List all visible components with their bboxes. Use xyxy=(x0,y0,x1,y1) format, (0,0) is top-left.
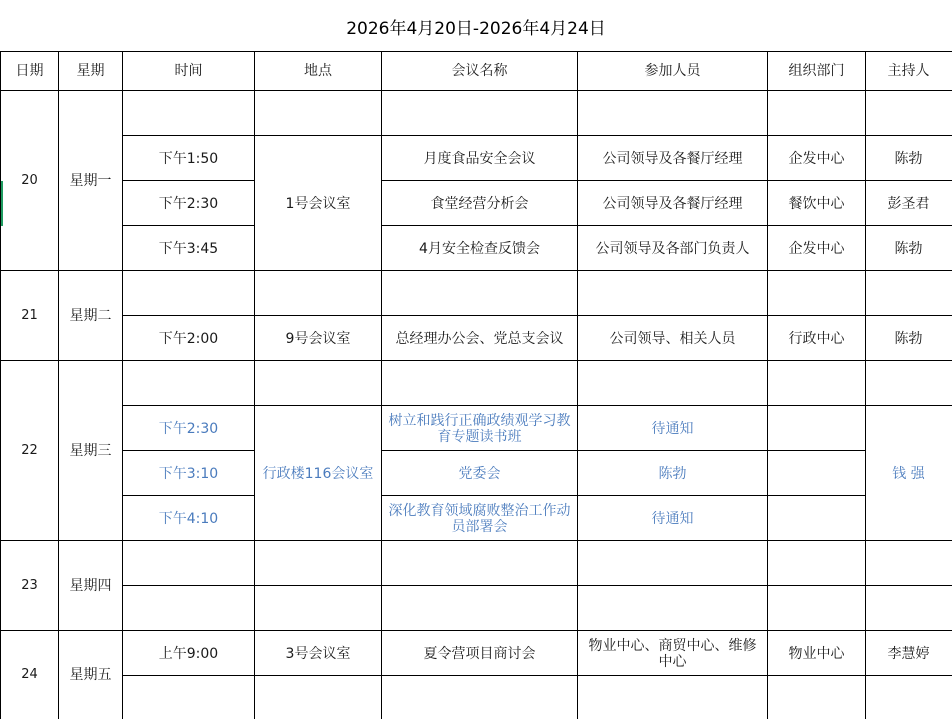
meeting-name-cell: 夏令营项目商讨会 xyxy=(423,645,536,662)
header-host: 主持人 xyxy=(887,63,930,79)
time-cell: 下午4:10 xyxy=(158,510,219,527)
date-cell: 24 xyxy=(21,667,38,682)
attendees-cell: 待通知 xyxy=(651,510,694,527)
location-cell: 3号会议室 xyxy=(285,645,351,662)
time-cell: 下午3:10 xyxy=(158,465,219,482)
header-meeting-name: 会议名称 xyxy=(451,63,508,79)
header-date: 日期 xyxy=(15,63,44,79)
meeting-name-cell: 4月安全检查反馈会 xyxy=(419,240,540,257)
meeting-name-cell: 食堂经营分析会 xyxy=(430,195,529,212)
header-department: 组织部门 xyxy=(788,63,845,79)
time-cell: 下午2:00 xyxy=(158,330,219,347)
meeting-name-cell: 月度食品安全会议 xyxy=(423,150,536,167)
meeting-name-cell: 树立和践行正确政绩观学习教育专题读书班 xyxy=(388,412,571,445)
time-cell: 下午2:30 xyxy=(158,420,219,437)
host-cell: 李慧婷 xyxy=(887,645,930,662)
time-cell: 下午3:45 xyxy=(158,240,219,257)
header-location: 地点 xyxy=(304,63,332,79)
header-weekday: 星期 xyxy=(76,63,105,79)
department-cell: 物业中心 xyxy=(788,645,845,662)
host-cell: 彭圣君 xyxy=(887,195,930,212)
department-cell: 行政中心 xyxy=(788,330,845,347)
attendees-cell: 公司领导及各餐厅经理 xyxy=(602,195,743,212)
department-cell: 企发中心 xyxy=(788,240,845,257)
weekday-cell: 星期一 xyxy=(69,173,112,189)
time-cell: 上午9:00 xyxy=(158,645,219,662)
attendees-cell: 待通知 xyxy=(651,420,694,437)
location-cell: 行政楼116会议室 xyxy=(262,465,374,482)
date-cell: 21 xyxy=(21,308,38,323)
header-time: 时间 xyxy=(174,63,203,79)
attendees-cell: 陈勃 xyxy=(658,465,687,482)
department-cell: 餐饮中心 xyxy=(788,195,845,212)
weekday-cell: 星期五 xyxy=(69,667,112,683)
attendees-cell: 公司领导及各餐厅经理 xyxy=(602,150,743,167)
host-cell: 钱 强 xyxy=(892,465,925,482)
department-cell: 企发中心 xyxy=(788,150,845,167)
host-cell: 陈勃 xyxy=(894,150,923,167)
date-cell: 20 xyxy=(21,173,38,188)
host-cell: 陈勃 xyxy=(894,240,923,257)
date-cell: 23 xyxy=(21,578,38,593)
location-cell: 9号会议室 xyxy=(285,330,351,347)
weekday-cell: 星期四 xyxy=(69,578,112,594)
time-cell: 下午1:50 xyxy=(158,150,219,167)
attendees-cell: 物业中心、商贸中心、维修中心 xyxy=(588,637,757,670)
date-cell: 22 xyxy=(21,443,38,458)
grid-line xyxy=(122,585,952,586)
schedule-title: 2026年4月20日-2026年4月24日 xyxy=(346,18,606,39)
host-cell: 陈勃 xyxy=(894,330,923,347)
attendees-cell: 公司领导及各部门负责人 xyxy=(595,240,750,257)
meeting-name-cell: 深化教育领域腐败整治工作动员部署会 xyxy=(388,502,571,535)
meeting-name-cell: 党委会 xyxy=(458,465,501,482)
attendees-cell: 公司领导、相关人员 xyxy=(609,330,736,347)
time-cell: 下午2:30 xyxy=(158,195,219,212)
weekday-cell: 星期三 xyxy=(69,443,112,459)
location-cell: 1号会议室 xyxy=(285,195,351,212)
weekday-cell: 星期二 xyxy=(69,308,112,324)
meeting-name-cell: 总经理办公会、党总支会议 xyxy=(395,330,564,347)
header-attendees: 参加人员 xyxy=(644,63,701,79)
